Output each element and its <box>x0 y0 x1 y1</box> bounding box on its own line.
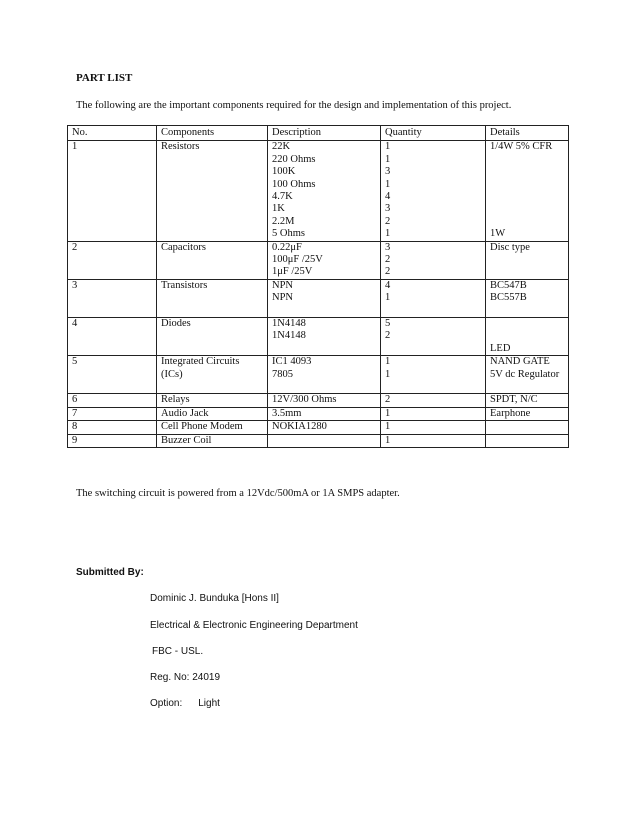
cell-line: Integrated Circuits <box>161 356 240 368</box>
cell-line: 1 <box>385 178 391 190</box>
cell-line: 1 <box>385 153 391 165</box>
cell-line: 8 <box>72 421 78 433</box>
cell-details <box>486 141 569 241</box>
cell-details <box>486 394 569 407</box>
cell-component <box>157 356 268 394</box>
cell-line: 3 <box>72 279 78 291</box>
cell-line: 2 <box>385 394 391 406</box>
cell-no <box>68 141 157 241</box>
department: Electrical & Electronic Engineering Department <box>150 620 358 631</box>
part-list-heading: PART LIST <box>76 72 133 84</box>
cell-line: BC557B <box>490 292 527 304</box>
cell-line: 4 <box>385 191 391 203</box>
header-description: Description <box>268 126 381 141</box>
cell-line: 2 <box>385 215 391 227</box>
cell-line: 1 <box>385 228 391 240</box>
cell-line: IC1 4093 <box>272 356 312 368</box>
cell-line: 3 <box>385 166 391 178</box>
cell-quantity <box>381 394 486 407</box>
cell-line: Diodes <box>161 318 191 330</box>
header-details: Details <box>486 126 569 141</box>
cell-line <box>490 191 564 203</box>
cell-line <box>161 381 263 393</box>
cell-line: 1 <box>72 141 78 153</box>
cell-line <box>490 435 564 447</box>
cell-description <box>268 421 381 434</box>
cell-details <box>486 407 569 420</box>
header-no: No. <box>68 126 157 141</box>
cell-line: 5 <box>72 356 78 368</box>
cell-no <box>68 279 157 317</box>
power-note: The switching circuit is powered from a 12Vdc/500mA or 1A SMPS adapter. <box>76 488 400 499</box>
cell-description <box>268 356 381 394</box>
table-row <box>68 141 569 241</box>
table-row <box>68 394 569 407</box>
cell-description <box>268 141 381 241</box>
cell-quantity <box>381 318 486 356</box>
cell-line: 1 <box>385 292 391 304</box>
cell-component <box>157 279 268 317</box>
cell-line: LED <box>490 342 511 354</box>
cell-quantity <box>381 279 486 317</box>
cell-line: 2.2M <box>272 215 295 227</box>
cell-line: 22K <box>272 141 291 153</box>
cell-details <box>486 279 569 317</box>
cell-line: Audio Jack <box>161 407 209 419</box>
cell-line: 4.7K <box>272 191 293 203</box>
cell-line: Transistors <box>161 279 208 291</box>
cell-quantity <box>381 421 486 434</box>
table-row <box>68 421 569 434</box>
header-components: Components <box>157 126 268 141</box>
cell-line <box>272 343 376 355</box>
cell-line: 2 <box>385 330 391 342</box>
cell-quantity <box>381 356 486 394</box>
cell-line <box>490 203 564 215</box>
cell-line: Cell Phone Modem <box>161 421 243 433</box>
cell-description <box>268 394 381 407</box>
cell-line <box>490 216 564 228</box>
cell-details <box>486 318 569 356</box>
cell-line: 2 <box>72 241 78 253</box>
cell-line <box>490 318 564 330</box>
submitter-name: Dominic J. Bunduka [Hons II] <box>150 593 279 604</box>
cell-details <box>486 241 569 279</box>
cell-component <box>157 241 268 279</box>
cell-line: 1 <box>385 368 391 380</box>
parts-table <box>67 125 569 448</box>
cell-line <box>490 421 564 433</box>
cell-line: 5V dc Regulator <box>490 368 560 380</box>
cell-line: 3 <box>385 203 391 215</box>
cell-description <box>268 407 381 420</box>
table-row <box>68 279 569 317</box>
cell-no <box>68 421 157 434</box>
cell-line: 1μF /25V <box>272 266 313 278</box>
table-row <box>68 434 569 447</box>
cell-line: (ICs) <box>161 368 183 380</box>
cell-line: 1N4148 <box>272 330 306 342</box>
cell-no <box>68 241 157 279</box>
cell-line: 1 <box>385 141 391 153</box>
cell-no <box>68 356 157 394</box>
cell-details <box>486 421 569 434</box>
table-row <box>68 356 569 394</box>
cell-line <box>490 179 564 191</box>
cell-line: 9 <box>72 434 78 446</box>
cell-details <box>486 356 569 394</box>
cell-line: Resistors <box>161 141 200 153</box>
cell-line: NOKIA1280 <box>272 421 327 433</box>
cell-description <box>268 279 381 317</box>
reg-number: Reg. No: 24019 <box>150 672 221 683</box>
submitted-by-label: Submitted By: <box>76 567 144 578</box>
cell-line: 2 <box>385 266 391 278</box>
cell-line: 2 <box>385 254 391 266</box>
cell-line: Disc type <box>490 241 530 253</box>
cell-line: 4 <box>72 318 78 330</box>
cell-component <box>157 407 268 420</box>
cell-line: 5 <box>385 318 391 330</box>
table-row <box>68 241 569 279</box>
cell-line: 4 <box>385 279 391 291</box>
cell-line: 7805 <box>272 368 293 380</box>
cell-line: 3.5mm <box>272 407 302 419</box>
cell-quantity <box>381 434 486 447</box>
cell-line <box>490 166 564 178</box>
header-quantity: Quantity <box>381 126 486 141</box>
table-row <box>68 407 569 420</box>
cell-line <box>272 435 376 447</box>
table-header-row <box>68 126 569 141</box>
cell-line <box>490 330 564 342</box>
cell-line: 1/4W 5% CFR <box>490 141 553 153</box>
cell-line: 12V/300 Ohms <box>272 394 337 406</box>
cell-line: 1 <box>385 434 391 446</box>
cell-component <box>157 141 268 241</box>
cell-line <box>490 154 564 166</box>
cell-line: Earphone <box>490 407 531 419</box>
cell-description <box>268 241 381 279</box>
cell-line: BC547B <box>490 279 527 291</box>
option-label: Option: <box>150 698 183 709</box>
cell-line: SPDT, N/C <box>490 394 538 406</box>
cell-line: 6 <box>72 394 78 406</box>
cell-line: 1W <box>490 228 506 240</box>
cell-line: 0.22μF <box>272 241 302 253</box>
cell-line: Relays <box>161 394 190 406</box>
cell-line: 220 Ohms <box>272 153 316 165</box>
cell-line: 100 Ohms <box>272 178 316 190</box>
cell-description <box>268 318 381 356</box>
cell-line: 1 <box>385 356 391 368</box>
cell-line: NPN <box>272 292 294 304</box>
intro-paragraph: The following are the important components required for the design and implementation of this project. <box>76 100 512 111</box>
cell-line: 3 <box>385 241 391 253</box>
cell-quantity <box>381 141 486 241</box>
table-row <box>68 318 569 356</box>
option-value: Light <box>198 698 220 709</box>
cell-line <box>272 305 376 317</box>
cell-line: 1K <box>272 203 285 215</box>
institution: FBC - USL. <box>152 646 204 657</box>
cell-line: 100μF /25V <box>272 254 323 266</box>
cell-line: 1 <box>385 407 391 419</box>
parts-table-body <box>68 141 569 448</box>
cell-component <box>157 434 268 447</box>
cell-description <box>268 434 381 447</box>
cell-no <box>68 394 157 407</box>
cell-quantity <box>381 241 486 279</box>
cell-line: 100K <box>272 166 296 178</box>
cell-component <box>157 394 268 407</box>
cell-line: 7 <box>72 407 78 419</box>
cell-details <box>486 434 569 447</box>
cell-line: 5 Ohms <box>272 228 305 240</box>
cell-line: NPN <box>272 279 294 291</box>
cell-line: Capacitors <box>161 241 206 253</box>
cell-no <box>68 434 157 447</box>
cell-no <box>68 318 157 356</box>
cell-quantity <box>381 407 486 420</box>
cell-line: NAND GATE <box>490 356 550 368</box>
cell-line: Buzzer Coil <box>161 434 212 446</box>
cell-line: 1N4148 <box>272 318 306 330</box>
option-line <box>150 698 220 709</box>
cell-no <box>68 407 157 420</box>
cell-line: 1 <box>385 421 391 433</box>
cell-component <box>157 421 268 434</box>
cell-component <box>157 318 268 356</box>
